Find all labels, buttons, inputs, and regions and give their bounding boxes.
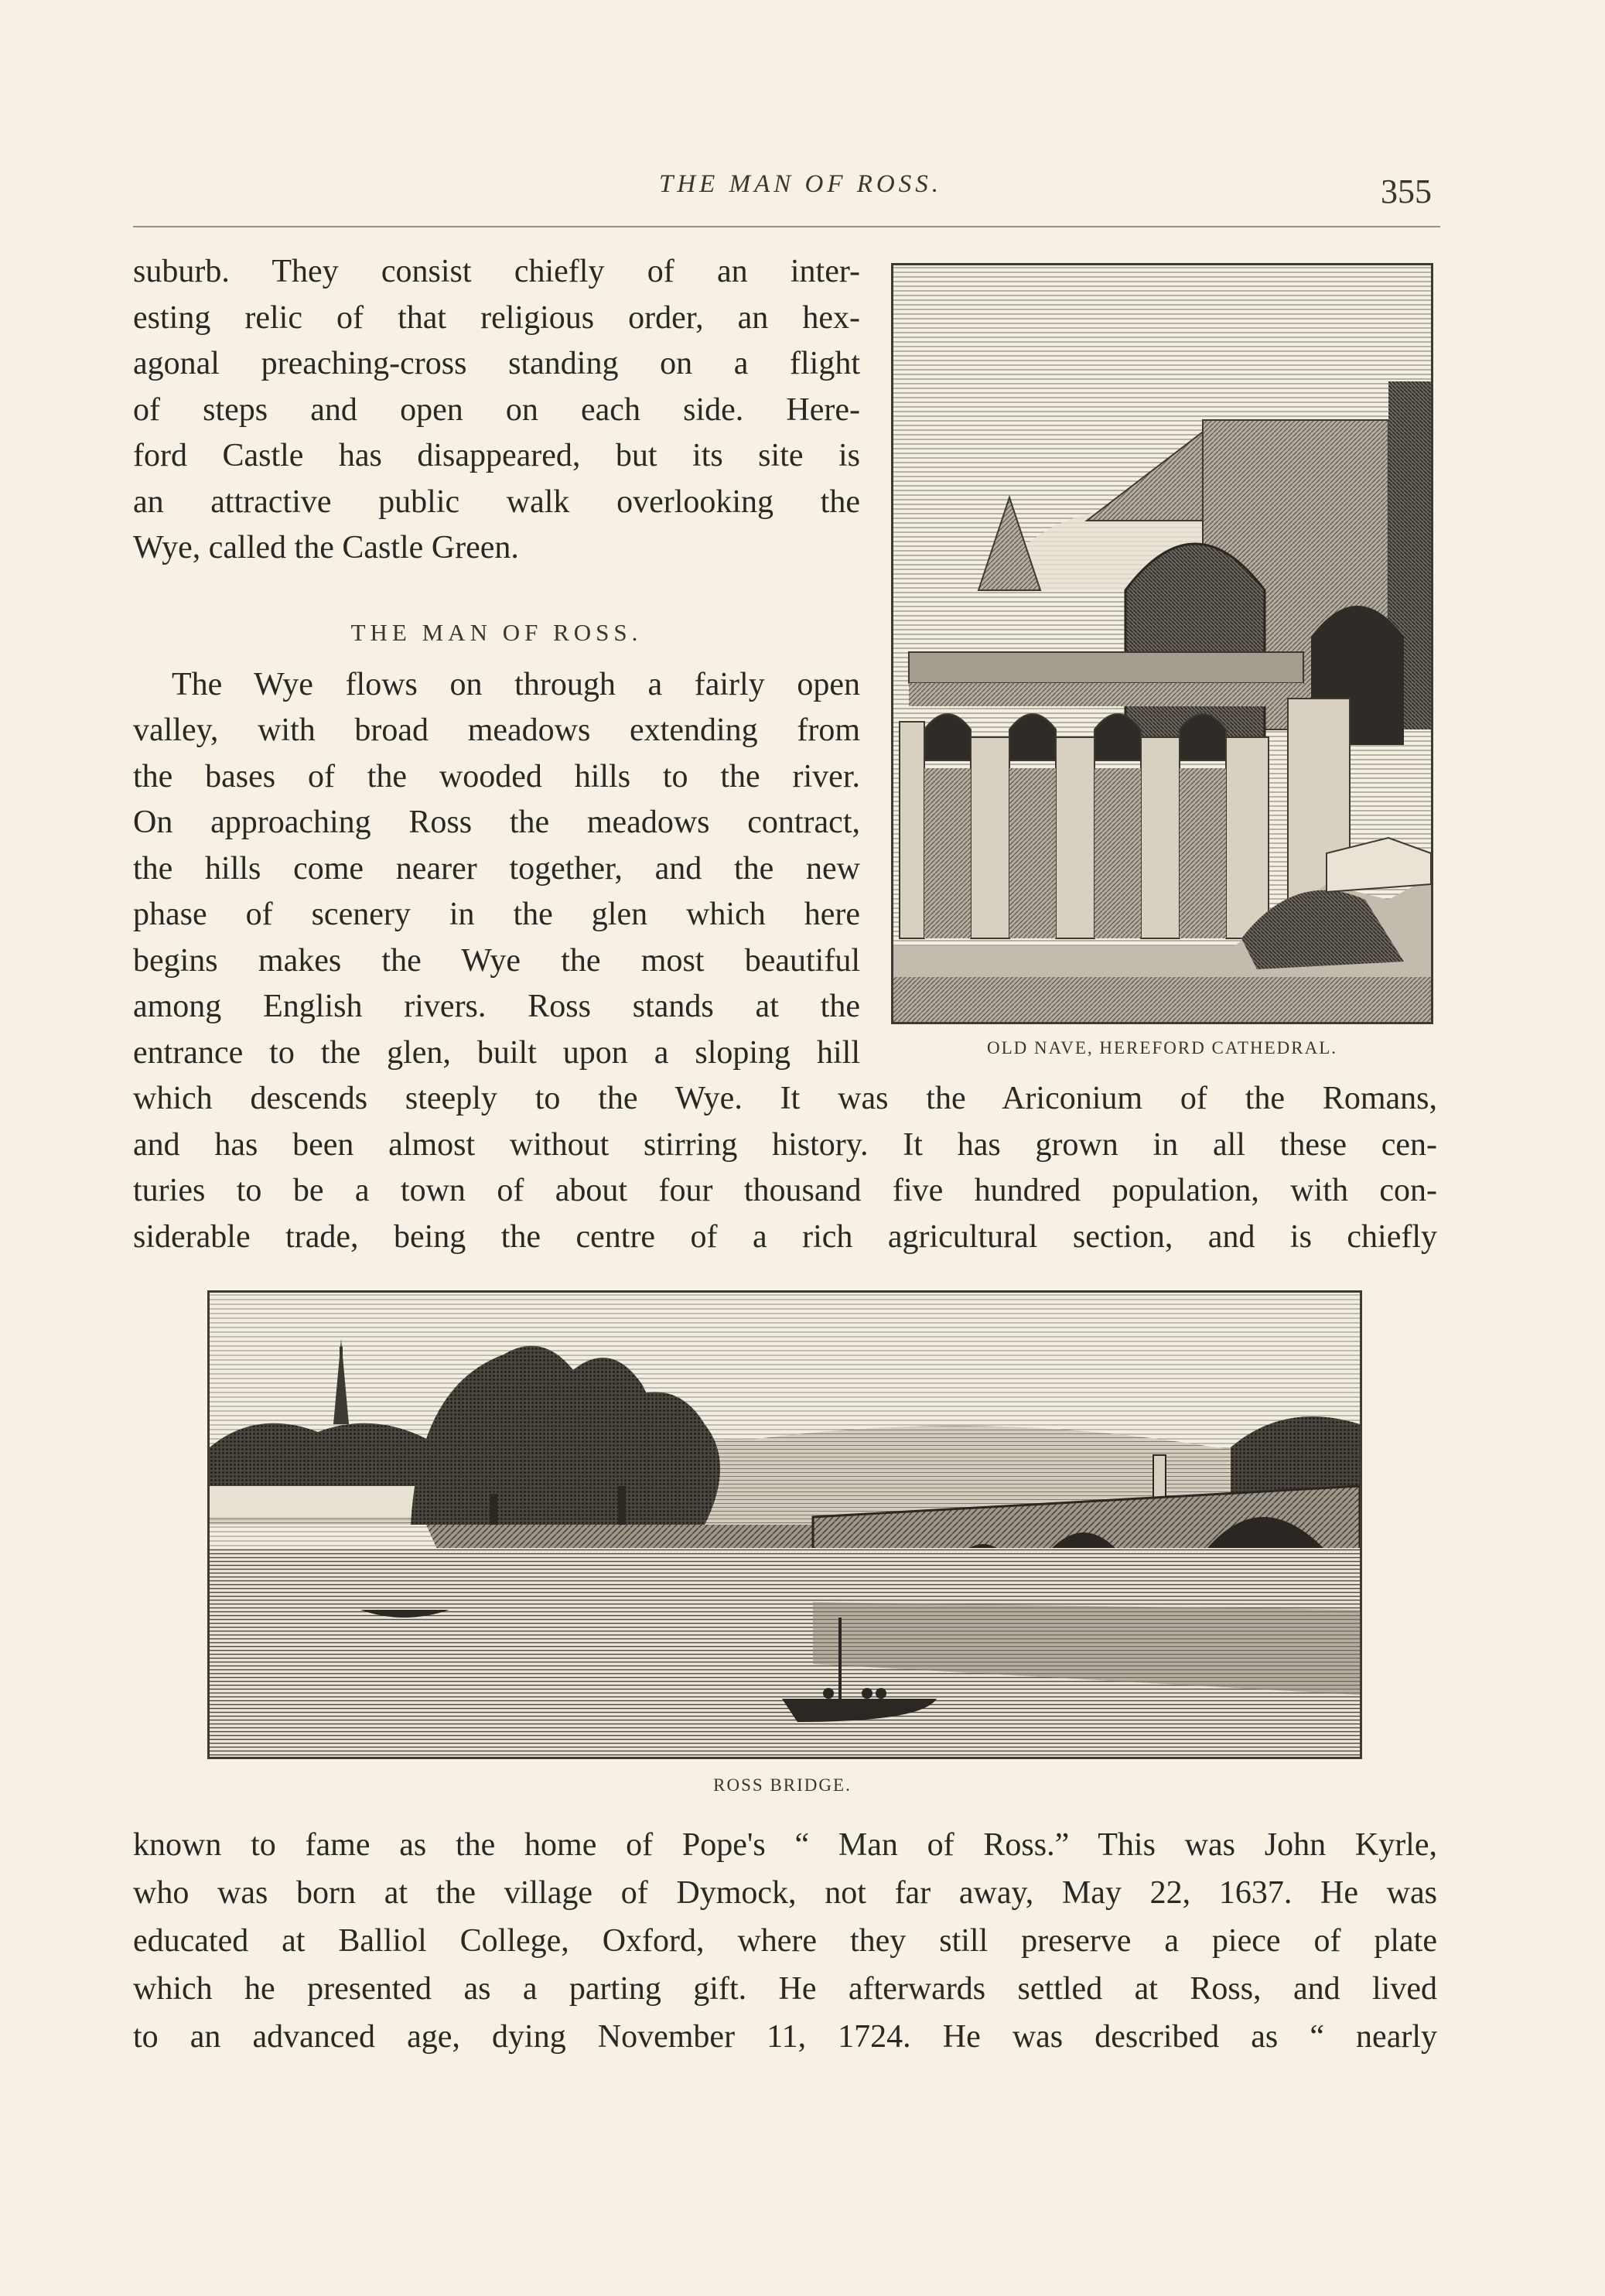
text-line: among English rivers. Ross stands at the	[133, 989, 860, 1024]
text-line: which descends steeply to the Wye. It was the Ariconium of the Romans,	[133, 1081, 1437, 1116]
cathedral-illustration	[893, 265, 1431, 1022]
text-line: the bases of the wooded hills to the river.	[133, 759, 860, 794]
ross-bridge-engraving	[207, 1290, 1362, 1759]
running-title: THE MAN OF ROSS.	[659, 170, 942, 198]
text-line: who was born at the village of Dymock, not far away, May 22, 1637. He was	[133, 1875, 1437, 1911]
text-line: siderable trade, being the centre of a rich agricultural section, and is chiefly	[133, 1219, 1437, 1255]
text-line: which he presented as a parting gift. He afterwards settled at Ross, and lived	[133, 1971, 1437, 2007]
text-line: of steps and open on each side. Here-	[133, 392, 860, 428]
page-number: 355	[1381, 173, 1432, 210]
bridge-illustration	[210, 1293, 1360, 1757]
text-line: known to fame as the home of Pope's “ Man of Ross.” This was John Kyrle,	[133, 1827, 1437, 1863]
running-head	[0, 170, 1605, 217]
section-heading: THE MAN OF ROSS.	[350, 619, 643, 646]
text-line: phase of scenery in the glen which here	[133, 897, 860, 932]
text-line: to an advanced age, dying November 11, 1724. He was described as “ nearly	[133, 2019, 1437, 2055]
bridge-caption: ROSS BRIDGE.	[713, 1775, 852, 1795]
cathedral-engraving	[891, 263, 1433, 1024]
text-line: an attractive public walk overlooking the	[133, 484, 860, 520]
text-line: the hills come nearer together, and the new	[133, 851, 860, 887]
text-line: educated at Balliol College, Oxford, where they still preserve a piece of plate	[133, 1923, 1437, 1959]
text-line: agonal preaching-cross standing on a flight	[133, 346, 860, 381]
text-line: esting relic of that religious order, an hex-	[133, 300, 860, 336]
text-line: begins makes the Wye the most beautiful	[133, 943, 860, 979]
text-line: turies to be a town of about four thousand five hundred population, with con-	[133, 1173, 1437, 1208]
text-line: On approaching Ross the meadows contract,	[133, 805, 860, 840]
header-rule	[133, 226, 1440, 227]
text-line: and has been almost without stirring history. It has grown in all these cen-	[133, 1127, 1437, 1163]
text-line: suburb. They consist chiefly of an inter-	[133, 254, 860, 289]
text-line: Wye, called the Castle Green.	[133, 530, 519, 565]
text-line: ford Castle has disappeared, but its site is	[133, 438, 860, 473]
text-line: valley, with broad meadows extending from	[133, 712, 860, 748]
text-line: The Wye flows on through a fairly open	[172, 667, 860, 702]
cathedral-caption: OLD NAVE, HEREFORD CATHEDRAL.	[986, 1038, 1338, 1057]
text-line: entrance to the glen, built upon a sloping hill	[133, 1035, 860, 1071]
